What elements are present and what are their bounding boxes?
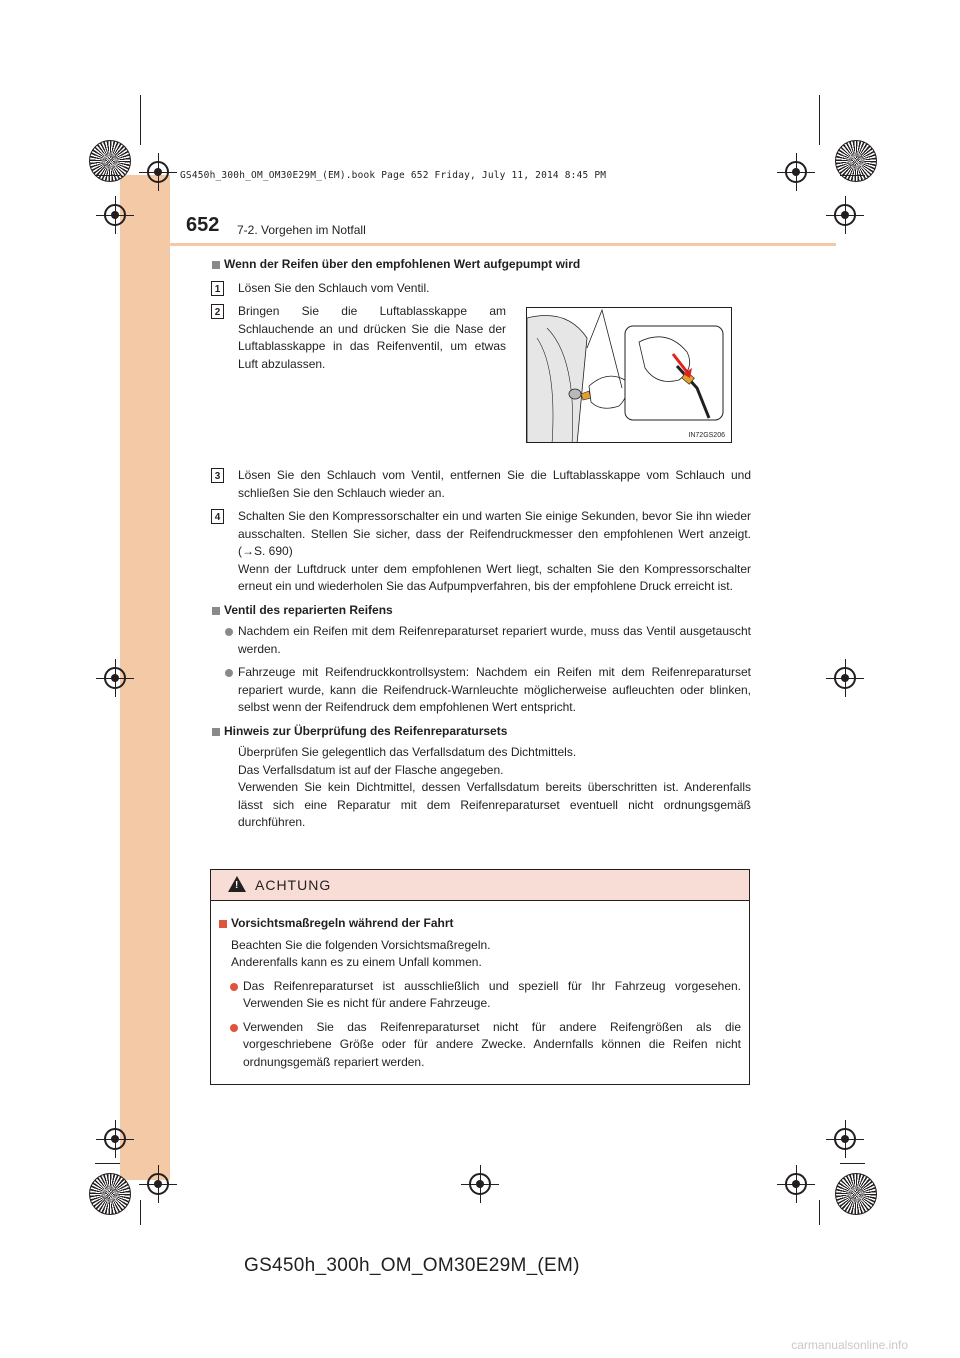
step-number: 4 (211, 509, 224, 524)
crosshair-icon (469, 1173, 491, 1195)
step-text: Bringen Sie die Luftablasskappe am Schlauchende an und drücken Sie die Nase der Luftablasskappe in das Reifenventil, um etwas Luft abzulassen. (238, 304, 506, 371)
warning-title: ACHTUNG (255, 877, 332, 893)
book-info-line: GS450h_300h_OM_OM30E29M_(EM).book Page 652 Friday, July 11, 2014 8:45 PM (180, 170, 607, 181)
step-text: Schalten Sie den Kompressorschalter ein und warten Sie einige Sekunden, bevor Sie ihn wieder ausschalten. Stellen Sie sicher, dass der Reifendruckmesser den empfohlenen Wert anzeigt. (→S. 690) (238, 509, 751, 558)
crosshair-icon (785, 161, 807, 183)
registration-wheel-icon (89, 1173, 131, 1215)
figure-label: IN72GS206 (688, 432, 725, 439)
crop-mark (95, 1163, 120, 1164)
warning-box (210, 869, 750, 1085)
crosshair-icon (834, 204, 856, 226)
step-text: Lösen Sie den Schlauch vom Ventil. (238, 280, 430, 295)
warning-intro: Anderenfalls kann es zu einem Unfall kommen. (231, 955, 482, 969)
crosshair-icon (834, 667, 856, 689)
section-heading: Hinweis zur Überprüfung des Reifenreparatursets (211, 723, 751, 741)
warning-triangle-icon: ! (228, 876, 246, 892)
crosshair-icon (104, 204, 126, 226)
warning-intro: Beachten Sie die folgenden Vorsichtsmaßregeln. (231, 937, 491, 952)
step-text-continued: Wenn der Luftdruck unter dem empfohlenen Wert liegt, schalten Sie den Kompressorschalter erneut ein und wiederholen Sie das Aufpumpverfahren, bis der empfohlene Druck erreicht ist. (238, 561, 751, 593)
warning-bullet: Das Reifenreparaturset ist ausschließlich und speziell für Ihr Fahrzeug vorgesehen. Verwenden Sie es nicht für andere Fahrzeuge. (219, 978, 741, 1013)
note-line: Verwenden Sie kein Dichtmittel, dessen Verfallsdatum bereits überschritten ist. Anderenfalls lässt sich eine Reparatur mit dem Reifenreparaturset eventuell nicht ordnungsgemäß durchführen. (238, 780, 751, 829)
crop-mark (840, 1163, 865, 1164)
crosshair-icon (834, 1128, 856, 1150)
crop-mark (140, 95, 141, 145)
section-heading: Wenn der Reifen über den empfohlenen Wert aufgepumpt wird (211, 256, 751, 274)
crop-mark (140, 1200, 141, 1225)
step-4 (211, 508, 751, 596)
registration-wheel-icon (835, 1173, 877, 1215)
page-number: 652 (186, 214, 220, 236)
step-number: 3 (211, 468, 224, 483)
section-title: 7-2. Vorgehen im Notfall (237, 223, 366, 237)
valve-illustration (526, 307, 732, 443)
warning-bullet: Verwenden Sie das Reifenreparaturset nicht für andere Reifengrößen als die vorgeschriebene Größe oder für andere Zwecke. Andernfalls können die Reifen nicht ordnungsgemäß repariert werden. (219, 1019, 741, 1072)
crosshair-icon (104, 667, 126, 689)
crop-mark (840, 175, 865, 176)
step-1 (211, 280, 751, 298)
step-3 (211, 467, 751, 502)
note-line: Das Verfallsdatum ist auf der Flasche angegeben. (238, 762, 504, 777)
step-number: 1 (211, 281, 224, 296)
document-footer: GS450h_300h_OM_OM30E29M_(EM) (244, 1255, 580, 1276)
step-text: Lösen Sie den Schlauch vom Ventil, entfernen Sie die Luftablasskappe vom Schlauch und schließen Sie den Schlauch wieder an. (238, 468, 751, 500)
crop-mark (95, 175, 120, 176)
crosshair-icon (104, 1128, 126, 1150)
warning-header (211, 870, 749, 901)
note-line: Überprüfen Sie gelegentlich das Verfallsdatum des Dichtmittels. (238, 745, 577, 759)
step-number: 2 (211, 304, 224, 319)
bullet-item: Fahrzeuge mit Reifendruckkontrollsystem: Nachdem ein Reifen mit dem Reifenreparaturset repariert wurde, kann die Reifendruck-Warnleuchte möglicherweise aufleuchten oder blinken, selbst wenn der Reifendruck dem empfohlenen Wert entspricht. (211, 664, 751, 717)
valve-illustration-drawing (527, 308, 732, 443)
crop-mark (819, 1200, 820, 1225)
warning-body (211, 901, 749, 1071)
crosshair-icon (147, 161, 169, 183)
warning-heading: Vorsichtsmaßregeln während der Fahrt (219, 915, 741, 933)
header-rule (120, 243, 836, 246)
section-heading: Ventil des reparierten Reifens (211, 602, 751, 620)
step-2 (211, 303, 506, 373)
crop-mark (819, 95, 820, 145)
watermark: carmanualsonline.info (791, 1338, 908, 1352)
crosshair-icon (785, 1173, 807, 1195)
crosshair-icon (147, 1173, 169, 1195)
bullet-item: Nachdem ein Reifen mit dem Reifenreparaturset repariert wurde, muss das Ventil ausgetauscht werden. (211, 623, 751, 658)
